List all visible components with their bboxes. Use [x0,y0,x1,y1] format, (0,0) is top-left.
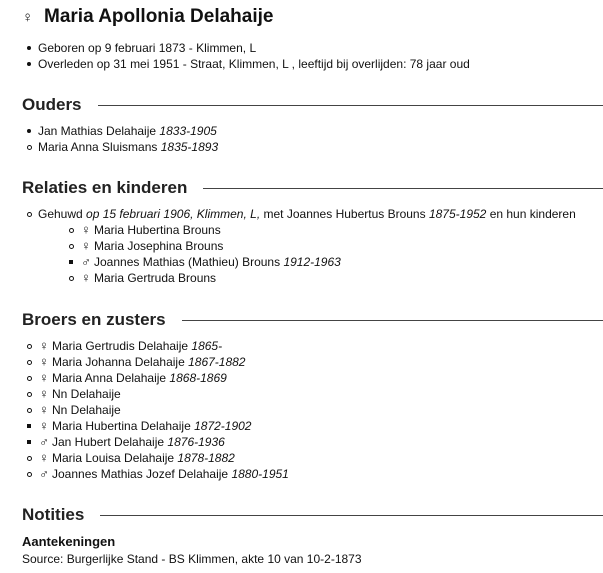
female-icon: ♀ [81,238,91,253]
parent-item[interactable] [22,123,218,139]
bullet-disc [22,46,36,50]
child-name[interactable]: Maria Hubertina Brouns [94,223,221,237]
female-icon: ♀ [81,270,91,285]
page-title [22,6,273,28]
sibling-item[interactable] [22,354,289,370]
parent-name[interactable]: Jan Mathias Delahaije [38,124,157,138]
notes-subheading: Aantekeningen [22,534,116,549]
female-icon: ♀ [39,354,49,369]
parent-years: 1833-1905 [159,124,217,138]
child-item[interactable] [64,254,341,270]
siblings-list [22,338,289,482]
child-name[interactable]: Maria Gertruda Brouns [94,271,217,285]
section-heading-siblings: Broers en zusters [22,309,603,331]
female-icon: ♀ [39,450,49,465]
sibling-name[interactable]: Maria Hubertina Delahaije [52,419,191,433]
bullet-circle [22,212,36,217]
children-list [64,222,341,286]
female-icon: ♀ [39,418,49,433]
female-icon: ♀ [39,386,49,401]
female-icon: ♀ [39,338,49,353]
bullet-circle [22,344,36,349]
parent-name[interactable]: Maria Anna Sluismans [38,140,158,154]
sibling-name[interactable]: Maria Johanna Delahaije [52,355,185,369]
sibling-item[interactable] [22,402,289,418]
bullet-circle [22,472,36,477]
divider [98,105,603,106]
sibling-years: 1878-1882 [177,451,235,465]
section-heading-notes: Notities [22,504,603,526]
child-item[interactable] [64,270,341,286]
sibling-item[interactable] [22,434,289,450]
male-icon: ♂ [39,466,49,481]
person-name: Maria Apollonia Delahaije [44,6,274,27]
bullet-circle [22,408,36,413]
sibling-name[interactable]: Joannes Mathias Jozef Delahaije [52,467,229,481]
divider [100,515,603,516]
bullet-square [64,260,78,264]
child-item[interactable] [64,238,341,254]
sibling-item[interactable] [22,418,289,434]
sibling-item[interactable] [22,338,289,354]
facts-list [22,40,470,72]
section-heading-parents: Ouders [22,94,603,116]
female-icon: ♀ [39,402,49,417]
marriage-item: Gehuwd op 15 februari 1906, Klimmen, L, met Joannes Hubertus Brouns 1875-1952 en hun kinderen [22,206,576,222]
bullet-circle [22,376,36,381]
male-icon: ♂ [39,434,49,449]
sibling-years: 1865- [191,339,223,353]
bullet-circle [22,392,36,397]
marriage-list [22,206,576,222]
bullet-square [22,424,36,428]
bullet-square [22,440,36,444]
parent-years: 1835-1893 [160,140,219,154]
bullet-circle [64,276,78,281]
sibling-item[interactable] [22,450,289,466]
fact-birth: Geboren op 9 februari 1873 - Klimmen, L [22,40,470,56]
child-item[interactable] [64,222,341,238]
sibling-name[interactable]: Maria Louisa Delahaije [52,451,175,465]
divider [203,188,603,189]
sibling-years: 1876-1936 [167,435,225,449]
parent-item[interactable] [22,139,218,155]
sibling-item[interactable] [22,386,289,402]
child-years: 1912-1963 [283,255,341,269]
male-icon: ♂ [81,254,91,269]
child-name[interactable]: Maria Josephina Brouns [94,239,224,253]
bullet-disc [22,62,36,66]
divider [182,320,603,321]
bullet-circle [22,456,36,461]
sibling-name[interactable]: Nn Delahaije [52,387,121,401]
sibling-name[interactable]: Maria Gertrudis Delahaije [52,339,189,353]
fact-death: Overleden op 31 mei 1951 - Straat, Klimmen, L , leeftijd bij overlijden: 78 jaar oud [22,56,470,72]
sibling-years: 1867-1882 [188,355,246,369]
female-icon: ♀ [39,370,49,385]
spouse-name[interactable]: Joannes Hubertus Brouns [286,207,426,221]
female-icon: ♀ [81,222,91,237]
sibling-name[interactable]: Jan Hubert Delahaije [52,435,165,449]
parents-list [22,123,218,155]
female-icon: ♀ [22,8,34,26]
sibling-name[interactable]: Maria Anna Delahaije [52,371,167,385]
bullet-circle [22,145,36,150]
section-heading-relations: Relaties en kinderen [22,177,603,199]
sibling-name[interactable]: Nn Delahaije [52,403,121,417]
bullet-circle [64,244,78,249]
sibling-years: 1880-1951 [231,467,289,481]
sibling-item[interactable] [22,466,289,482]
sibling-item[interactable] [22,370,289,386]
sibling-years: 1872-1902 [194,419,252,433]
bullet-disc [22,129,36,133]
child-name[interactable]: Joannes Mathias (Mathieu) Brouns [94,255,281,269]
notes-text: Source: Burgerlijke Stand - BS Klimmen, akte 10 van 10-2-1873 [22,552,362,566]
bullet-circle [64,228,78,233]
bullet-circle [22,360,36,365]
sibling-years: 1868-1869 [169,371,227,385]
